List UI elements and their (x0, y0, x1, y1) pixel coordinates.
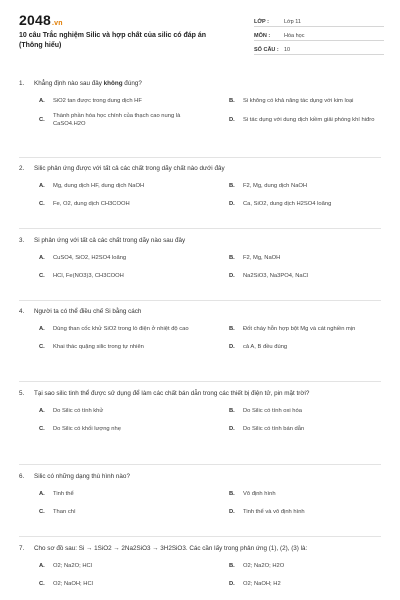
option-d[interactable] (229, 505, 400, 519)
option-label: C. (39, 273, 45, 279)
option-text: Do Silic có khối lượng nhẹ (53, 426, 121, 432)
question-prompt: Silic phản ứng được với tất cả các chất trong dãy chất nào dưới đây (34, 165, 225, 172)
option-b[interactable] (229, 322, 400, 336)
option-label: B. (229, 255, 235, 261)
option-label: C. (39, 117, 45, 123)
option-text: Tinh thể và vô định hình (243, 509, 305, 515)
option-label: A. (39, 326, 45, 332)
option-d[interactable] (229, 197, 400, 211)
option-c[interactable] (39, 197, 211, 211)
meta-label: LỚP : (254, 19, 269, 25)
divider (19, 464, 381, 465)
divider (19, 381, 381, 382)
option-label: D. (229, 581, 235, 587)
meta-count-row (254, 42, 384, 55)
logo-text: 2048 (19, 12, 51, 28)
meta-label: SỐ CÂU : (254, 47, 279, 53)
options-grid (19, 251, 381, 283)
document-header (0, 0, 400, 54)
question-prompt: Tại sao silic tinh thể được sử dụng để làm các chất bán dẫn trong các thiết bị điện tử, pin mặt trời? (34, 390, 310, 397)
option-label: C. (39, 581, 45, 587)
question-1 (19, 79, 381, 128)
option-text: Do Silic có tính oxi hóa (243, 408, 302, 414)
option-c[interactable] (39, 112, 211, 128)
option-label: A. (39, 183, 45, 189)
question-prompt: Khẳng định nào sau đây (34, 80, 104, 87)
option-text: Mg, dung dịch HF, dung dịch NaOH (53, 183, 145, 189)
divider (19, 300, 381, 301)
question-text (19, 472, 381, 482)
meta-value: Hóa học (284, 33, 305, 39)
option-text: F2, Mg, dung dịch NaOH (243, 183, 308, 189)
question-text (19, 389, 381, 399)
option-a[interactable] (39, 487, 211, 501)
option-a[interactable] (39, 251, 211, 265)
question-text (19, 164, 381, 174)
option-text: Si tác dụng với dung dịch kiềm giải phóng khí hiđro (243, 117, 375, 123)
question-number: 3. (19, 237, 25, 244)
divider (19, 536, 381, 537)
option-b[interactable] (229, 559, 400, 573)
option-b[interactable] (229, 487, 400, 501)
option-text: O2; NaOH; H2 (243, 581, 281, 587)
question-4 (19, 307, 381, 354)
options-grid (19, 179, 381, 211)
option-a[interactable] (39, 322, 211, 336)
option-label: D. (229, 201, 235, 207)
option-label: D. (229, 426, 235, 432)
option-text: O2; NaOH; HCl (53, 581, 93, 587)
option-text: Na2SiO3, Na3PO4, NaCl (243, 273, 309, 279)
option-text: F2, Mg, NaOH (243, 255, 281, 261)
question-7 (19, 544, 381, 591)
option-text: Ca, SiO2, dung dịch H2SO4 loãng (243, 201, 332, 207)
option-text: Đốt cháy hỗn hợp bột Mg và cát nghiền mịn (243, 326, 356, 332)
question-prompt: Silic có những dạng thù hình nào? (34, 473, 130, 480)
option-b[interactable] (229, 404, 400, 418)
option-c[interactable] (39, 340, 211, 354)
question-prompt: Cho sơ đồ sau: Si → 1SiO2 → 2Na2SiO3 → 3H2SiO3. Các cần lấy trong phản ứng (1), (2), (3) là: (34, 545, 308, 552)
meta-value: 10 (284, 47, 291, 53)
option-label: C. (39, 509, 45, 515)
document-title: 10 câu Trắc nghiệm Silic và hợp chất của silic có đáp án (Thông hiểu) (19, 32, 207, 49)
divider (19, 228, 381, 229)
option-b[interactable] (229, 251, 400, 265)
meta-panel (254, 14, 384, 56)
option-label: A. (39, 408, 45, 414)
option-text: Khai thác quặng silic trong tự nhiên (53, 344, 144, 350)
question-number: 7. (19, 545, 25, 552)
question-text (19, 544, 381, 554)
meta-label: MÔN : (254, 33, 271, 39)
option-a[interactable] (39, 404, 211, 418)
options-grid (19, 559, 381, 591)
question-prompt-end: đúng? (122, 80, 142, 87)
option-label: C. (39, 426, 45, 432)
option-label: A. (39, 563, 45, 569)
option-d[interactable] (229, 422, 400, 436)
question-number: 1. (19, 80, 25, 87)
option-d[interactable] (229, 577, 400, 591)
option-d[interactable] (229, 112, 400, 128)
options-grid (19, 322, 381, 354)
site-logo[interactable] (19, 12, 63, 28)
option-label: D. (229, 117, 235, 123)
question-number: 5. (19, 390, 25, 397)
question-number: 4. (19, 308, 25, 315)
option-text: HCl, Fe(NO3)3, CH3COOH (53, 273, 124, 279)
option-label: D. (229, 344, 235, 350)
question-text (19, 236, 381, 246)
question-prompt: Si phản ứng với tất cả các chất trong dãy nào sau đây (34, 237, 186, 244)
option-label: C. (39, 344, 45, 350)
option-label: B. (229, 491, 235, 497)
option-label: D. (229, 273, 235, 279)
meta-class-row (254, 14, 384, 27)
option-d[interactable] (229, 340, 400, 354)
logo-domain: .vn (51, 20, 63, 27)
option-text: Thành phần hóa học chính của thạch cao nung là CaSO4.H2O (53, 113, 181, 127)
option-text: Tinh thể (53, 491, 74, 497)
option-label: A. (39, 98, 45, 104)
option-label: B. (229, 563, 235, 569)
option-label: B. (229, 183, 235, 189)
option-text: Do Silic có tính khử (53, 408, 104, 414)
option-a[interactable] (39, 179, 211, 193)
option-c[interactable] (39, 269, 211, 283)
option-text: cả A, B đều đúng (243, 344, 288, 350)
option-label: B. (229, 98, 235, 104)
option-text: O2; Na2O; H2O (243, 563, 285, 569)
option-c[interactable] (39, 505, 211, 519)
option-label: C. (39, 201, 45, 207)
question-number: 6. (19, 473, 25, 480)
question-prompt: Người ta có thể điều chế Si bằng cách (34, 308, 142, 315)
option-text: O2; Na2O; HCl (53, 563, 92, 569)
option-text: Dùng than cốc khử SiO2 trong lò điện ở nhiệt độ cao (53, 326, 189, 332)
option-b[interactable] (229, 94, 400, 108)
question-5 (19, 389, 381, 436)
option-label: A. (39, 255, 45, 261)
option-text: Vô định hình (243, 491, 276, 497)
question-text (19, 79, 381, 89)
option-text: Than chì (53, 509, 76, 515)
options-grid (19, 404, 381, 436)
question-3 (19, 236, 381, 283)
option-d[interactable] (229, 269, 400, 283)
question-2 (19, 164, 381, 211)
option-a[interactable] (39, 559, 211, 573)
divider (19, 157, 381, 158)
meta-value: Lớp 11 (284, 19, 301, 25)
option-text: CuSO4, SiO2, H2SO4 loãng (53, 255, 127, 261)
options-grid (19, 94, 381, 128)
question-6 (19, 472, 381, 519)
question-text (19, 307, 381, 317)
option-label: A. (39, 491, 45, 497)
option-text: Si không có khả năng tác dụng với kim loại (243, 98, 354, 104)
option-text: Do Silic có tính bán dẫn (243, 426, 305, 432)
option-a[interactable] (39, 94, 211, 108)
option-label: D. (229, 509, 235, 515)
option-text: SiO2 tan được trong dung dịch HF (53, 98, 142, 104)
question-emphasis: không (103, 80, 123, 87)
option-label: B. (229, 408, 235, 414)
question-number: 2. (19, 165, 25, 172)
option-text: Fe, O2, dung dịch CH3COOH (53, 201, 130, 207)
option-c[interactable] (39, 577, 211, 591)
option-label: B. (229, 326, 235, 332)
options-grid (19, 487, 381, 519)
meta-subject-row (254, 28, 384, 41)
option-c[interactable] (39, 422, 211, 436)
option-b[interactable] (229, 179, 400, 193)
